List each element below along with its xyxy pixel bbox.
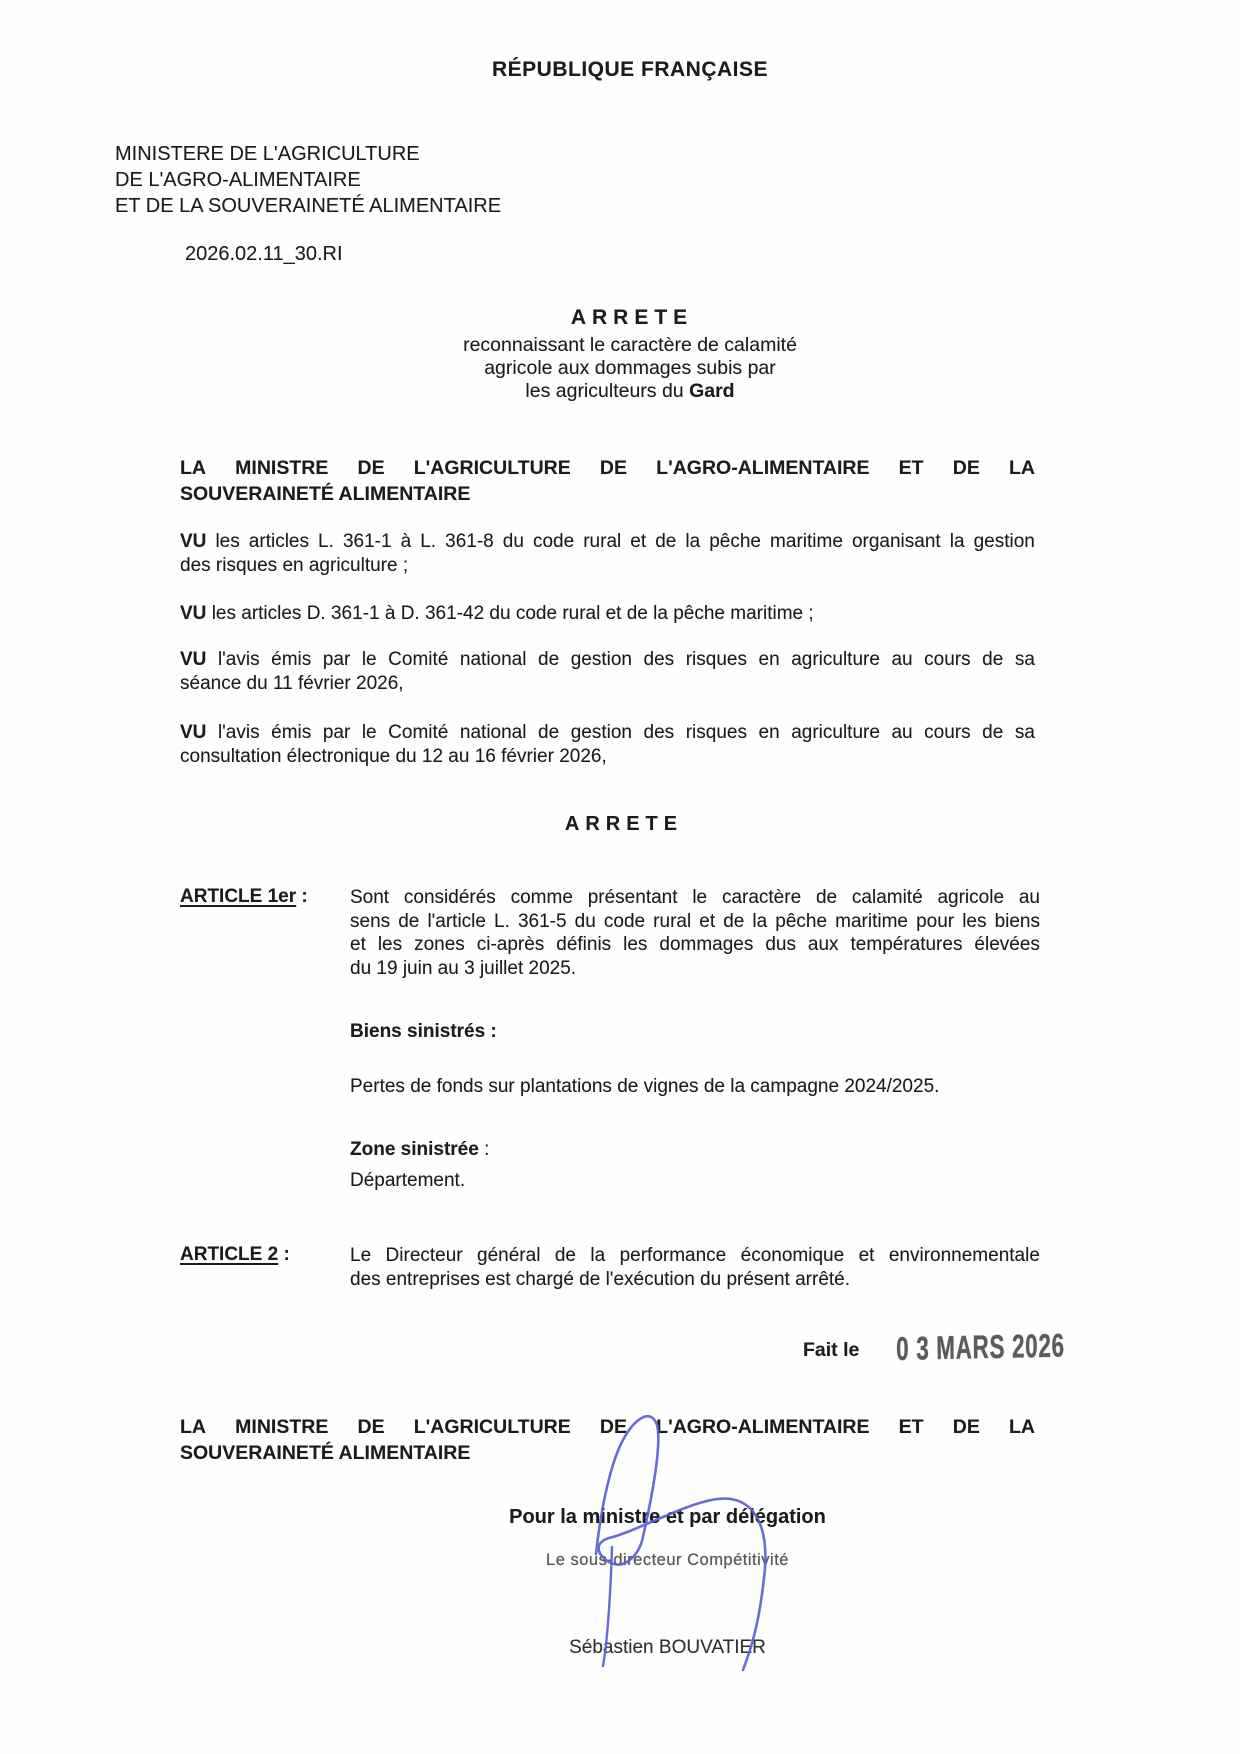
arrete-subtitle <box>0 334 1240 403</box>
article-1-body <box>350 886 1040 980</box>
fait-le-label: Fait le <box>803 1339 860 1361</box>
authority-line: SOUVERAINETÉ ALIMENTAIRE <box>180 482 471 505</box>
visa-paragraph <box>180 602 1035 626</box>
article-2-body <box>350 1244 1040 1291</box>
visa-line: VU l'avis émis par le Comité national de gestion des risques en agriculture au cours de sa <box>180 722 1035 743</box>
visa-line: consultation électronique du 12 au 16 février 2026, <box>180 745 607 767</box>
zone-sinistree-heading: Zone sinistrée : <box>350 1139 490 1160</box>
date-stamp: 0 3 MARS 2026 <box>896 1326 1065 1367</box>
visa-paragraph <box>180 530 1035 577</box>
visa-line: VU l'avis émis par le Comité national de gestion des risques en agriculture au cours de sa <box>180 649 1035 670</box>
visa-line: des risques en agriculture ; <box>180 554 409 576</box>
closing-authority-heading <box>180 1415 1035 1466</box>
visa-paragraph <box>180 648 1035 695</box>
article-line: Le Directeur général de la performance économique et environnementale <box>350 1245 1040 1266</box>
subdirector-title: Le sous-directeur Compétitivité <box>546 1551 789 1569</box>
zone-sinistree-text: Département. <box>350 1170 466 1191</box>
republique-header: RÉPUBLIQUE FRANÇAISE <box>491 58 769 81</box>
visa-line: séance du 11 février 2026, <box>180 672 404 694</box>
article-line: et les zones ci-après définis les dommages dus aux températures élevées <box>350 934 1040 955</box>
article-line: sens de l'article L. 361-5 du code rural et de la pêche maritime pour les biens <box>350 910 1040 932</box>
article-line: du 19 juin au 3 juillet 2025. <box>350 957 577 979</box>
article-line: des entreprises est chargé de l'exécution du présent arrêté. <box>350 1268 851 1290</box>
authority-line: LA MINISTRE DE L'AGRICULTURE DE L'AGRO-ALIMENTAIRE ET DE LA <box>180 457 1035 479</box>
subtitle-line: les agriculteurs du Gard <box>525 380 735 402</box>
visa-line: VU les articles D. 361-1 à D. 361-42 du code rural et de la pêche maritime ; <box>180 603 814 624</box>
arrete-title: ARRETE <box>570 306 694 329</box>
document-reference: 2026.02.11_30.RI <box>185 243 343 265</box>
authority-heading <box>180 456 1035 507</box>
ministry-block <box>115 141 501 219</box>
department-name: Gard <box>689 380 735 402</box>
article-line: Sont considérés comme présentant le caractère de calamité agricole au <box>350 887 1040 908</box>
delegation-line: Pour la ministre et par délégation <box>509 1506 826 1528</box>
visa-line: VU les articles L. 361-1 à L. 361-8 du code rural et de la pêche maritime organisant la gestion <box>180 531 1035 552</box>
ministry-line: DE L'AGRO-ALIMENTAIRE <box>115 169 361 191</box>
article-1-label: ARTICLE 1er : <box>180 886 308 907</box>
ministry-line: ET DE LA SOUVERAINETÉ ALIMENTAIRE <box>115 195 502 217</box>
ministry-line: MINISTERE DE L'AGRICULTURE <box>115 143 420 165</box>
signatory-name: Sébastien BOUVATIER <box>569 1637 766 1658</box>
arrete-heading: ARRETE <box>564 813 684 835</box>
authority-line: LA MINISTRE DE L'AGRICULTURE DE L'AGRO-ALIMENTAIRE ET DE LA <box>180 1416 1035 1438</box>
subtitle-line: reconnaissant le caractère de calamité <box>463 334 797 356</box>
subtitle-line: agricole aux dommages subis par <box>484 357 776 379</box>
biens-sinistres-heading: Biens sinistrés : <box>350 1021 497 1042</box>
visa-paragraph <box>180 721 1035 768</box>
authority-line: SOUVERAINETÉ ALIMENTAIRE <box>180 1441 471 1464</box>
article-2-label: ARTICLE 2 : <box>180 1244 290 1265</box>
biens-sinistres-text: Pertes de fonds sur plantations de vignes de la campagne 2024/2025. <box>350 1076 940 1097</box>
